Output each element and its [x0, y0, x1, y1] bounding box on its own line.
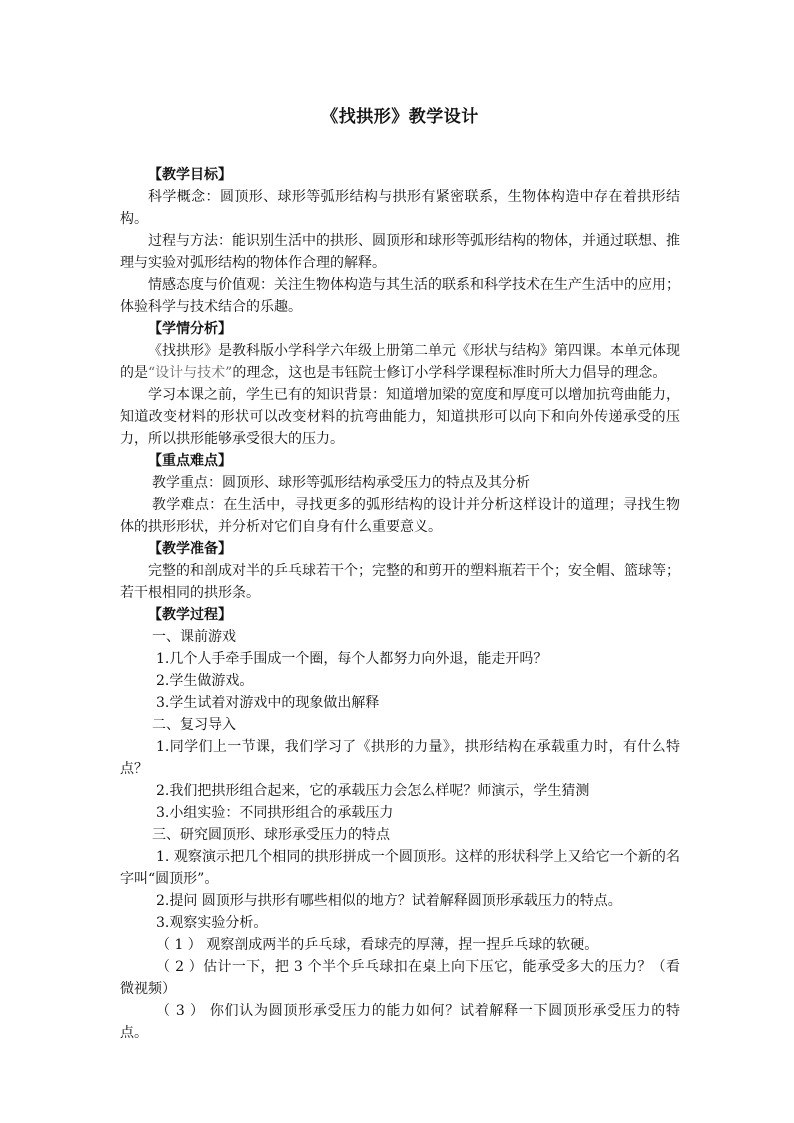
analysis-heading: 【学情分析】	[148, 321, 232, 337]
process-line: 3.观察实验分析。	[156, 915, 268, 931]
objective-method: 过程与方法：能识别生活中的拱形、圆顶形和球形等弧形结构的物体，并通过联想、推理与实验对弧形结构的物体作合理的解释。	[120, 233, 680, 271]
process-line: 1.同学们上一节课，我们学习了《拱形的力量》，拱形结构在承载重力时，有什么特点？	[120, 739, 680, 777]
analysis-p1-quote: “设计与技术”	[148, 365, 233, 381]
key-difficulty: 教学难点：在生活中，寻找更多的弧形结构的设计并分析这样设计的道理；寻找生物体的拱形形状，并分析对它们自身有什么重要意义。	[120, 497, 680, 535]
document-title: 《找拱形》教学设计	[321, 107, 479, 127]
process-line: 一、课前游戏	[152, 629, 236, 645]
process-line: 3.小组实验：不同拱形组合的承载压力	[156, 805, 394, 821]
process-line: （ 2 ）估计一下，把 3 个半个乒乓球扣在桌上向下压它，能承受多大的压力？（看微视频）	[120, 959, 680, 997]
objective-attitude: 情感态度与价值观：关注生物体构造与其生活的联系和科学技术在生产生活中的应用；体验科学与技术结合的乐趣。	[120, 277, 680, 315]
prep-heading: 【教学准备】	[148, 541, 232, 557]
objective-concept: 科学概念：圆顶形、球形等弧形结构与拱形有紧密联系，生物体构造中存在着拱形结构。	[120, 189, 680, 227]
process-line: 二、复习导入	[152, 717, 236, 733]
analysis-paragraph-2: 学习本课之前，学生已有的知识背景：知道增加梁的宽度和厚度可以增加抗弯曲能力，知道改变材料的形状可以改变材料的抗弯曲能力，知道拱形可以向下和向外传递承受的压力，所以拱形能够承受很大的压力。	[120, 387, 680, 447]
key-points: 教学重点：圆顶形、球形等弧形结构承受压力的特点及其分析	[152, 475, 530, 491]
analysis-paragraph-1	[120, 340, 680, 384]
process-line: 1.几个人手牵手围成一个圈，每个人都努力向外退，能走开吗？	[156, 651, 548, 667]
process-line: 1. 观察演示把几个相同的拱形拼成一个圆顶形。这样的形状科学上又给它一个新的名字叫“圆顶形”。	[120, 849, 680, 887]
analysis-p1-after: 的理念，这也是韦钰院士修订小学科学课程标准时所大力倡导的理念。	[232, 365, 667, 381]
process-line: 3.学生试着对游戏中的现象做出解释	[156, 695, 380, 711]
process-line: 2.提问 圆顶形与拱形有哪些相似的地方？试着解释圆顶形承载压力的特点。	[156, 893, 622, 909]
process-line: （ 1 ） 观察剖成两半的乒乓球，看球壳的厚薄，捏一捏乒乓球的软硬。	[156, 937, 599, 953]
analysis-p1-before: 《找拱形》是教科版小学科学六年级上册第二单元《形状与结构》第四课。本单元体现的是	[120, 343, 680, 381]
process-line: （ 3 ） 你们认为圆顶形承受压力的能力如何？试着解释一下圆顶形承受压力的特点。	[120, 1003, 680, 1041]
process-line: 三、研究圆顶形、球形承受压力的特点	[152, 827, 390, 843]
key-heading: 【重点难点】	[148, 453, 232, 469]
process-line: 2.学生做游戏。	[156, 673, 254, 689]
process-heading: 【教学过程】	[148, 607, 232, 623]
process-line: 2.我们把拱形组合起来，它的承载压力会怎么样呢？师演示，学生猜测	[156, 783, 590, 799]
document-page	[120, 104, 680, 1044]
objectives-heading: 【教学目标】	[148, 167, 232, 183]
prep-text: 完整的和剖成对半的乒乓球若干个；完整的和剪开的塑料瓶若干个；安全帽、篮球等；若干根相同的拱形条。	[120, 563, 680, 601]
